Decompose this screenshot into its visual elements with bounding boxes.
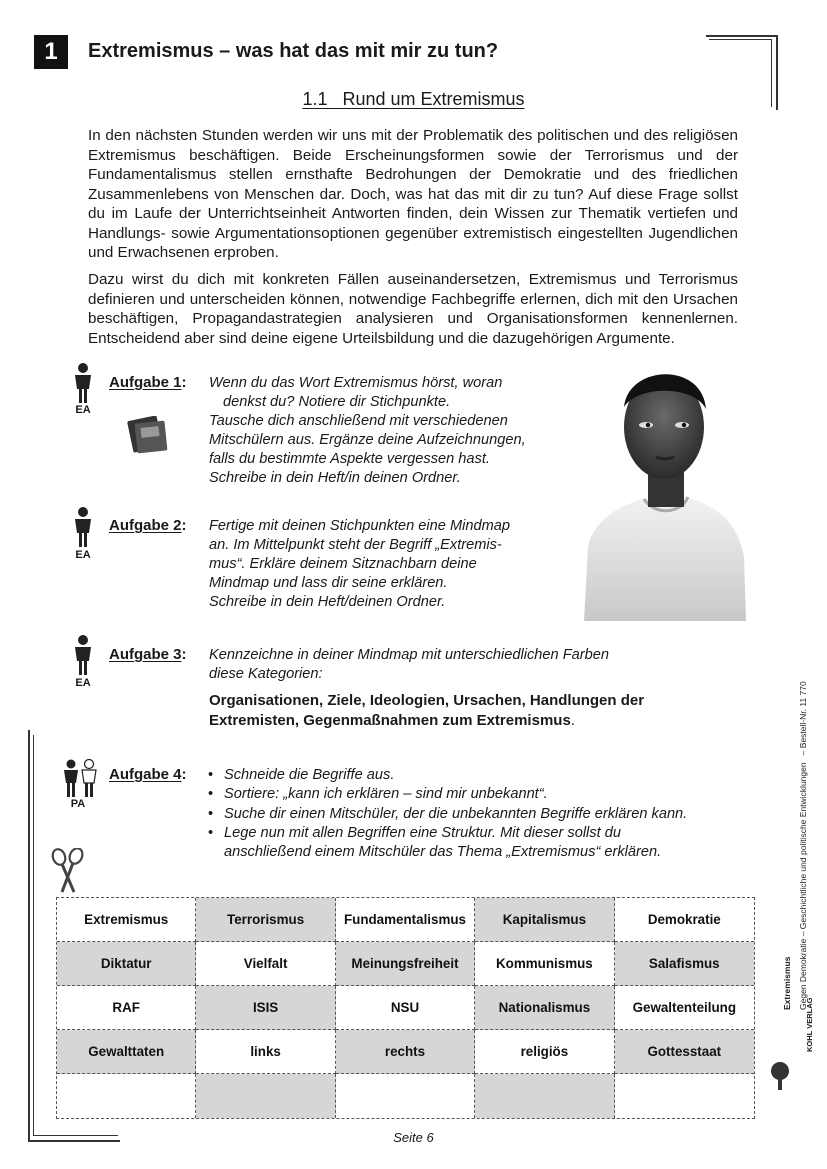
term-card: Nationalismus	[475, 986, 614, 1030]
task-1-label: Aufgabe 1:	[109, 374, 187, 391]
notebook-icon	[124, 416, 170, 454]
scissors-icon	[50, 848, 86, 894]
term-card-empty	[615, 1074, 754, 1118]
term-card: Gewaltenteilung	[615, 986, 754, 1030]
term-card: ISIS	[196, 986, 335, 1030]
term-card: Kapitalismus	[475, 898, 614, 942]
section-title: 1.1 Rund um Extremismus	[302, 89, 525, 109]
task-1-form: EA	[75, 404, 91, 416]
task-1-text: Wenn du das Wort Extremismus hörst, woran denkst du? Notiere dir Stichpunkte. Tausche dich anschließend mit verschiedenen Mitschülern aus. Ergänze deine Aufzeichnungen, falls du bestimmte Aspekte vergessen hast. Schreibe in dein Heft/in deinen Ordner.	[209, 375, 526, 486]
task-2-form: EA	[75, 549, 91, 561]
term-card: Diktatur	[57, 942, 196, 986]
list-item: • Sortiere: „kann ich erklären – sind mir unbekannt“.	[208, 785, 748, 804]
term-card: RAF	[57, 986, 196, 1030]
task-3-categories: Organisationen, Ziele, Ideologien, Ursachen, Handlungen der Extremisten, Gegenmaßnahmen zum Extremismus.	[209, 692, 645, 729]
task-3-form: EA	[75, 677, 91, 689]
term-card: Gottesstaat	[615, 1030, 754, 1074]
side-book-title: Gegen Demokratie – Geschichtliche und politische Entwicklungen – Bestell-Nr. 11 770	[798, 681, 808, 1010]
single-student-icon	[70, 361, 96, 405]
task-2-label: Aufgabe 2:	[109, 517, 187, 534]
term-card: rechts	[336, 1030, 475, 1074]
term-cards-grid	[56, 897, 755, 1119]
term-card-empty	[475, 1074, 614, 1118]
term-card-empty	[57, 1074, 196, 1118]
task-4-label: Aufgabe 4:	[109, 766, 187, 783]
list-item: • Suche dir einen Mitschüler, der die unbekannten Begriffe erklären kann.	[208, 805, 748, 824]
term-card: Terrorismus	[196, 898, 335, 942]
term-card: Salafismus	[615, 942, 754, 986]
student-portrait-photo	[584, 357, 746, 621]
section-title-wrap	[0, 89, 827, 110]
intro-paragraph-1: In den nächsten Stunden werden wir uns mit der Problematik des politischen und des religiösen Extremismus beschäftigen. Beide Erscheinungsformen sowie der Terrorismus und der Fundamentalismus stellen ernsthafte Bedrohungen der Demokratie und des friedlichen Zusammenlebens von Menschen dar. Doch, was hat das mit dir zu tun? Auf diese Frage sollst du im Laufe der Unterrichtseinheit Antworten finden, dein Wissen zur Thematik vertiefen und Handlungs- sowie Argumentationsoptionen gegenüber extremistisch eingestellten Jugendlichen und Erwachsenen erproben.	[88, 127, 738, 261]
term-card: Extremismus	[57, 898, 196, 942]
term-card: Kommunismus	[475, 942, 614, 986]
single-student-icon	[70, 505, 96, 549]
task-3-label: Aufgabe 3:	[109, 646, 187, 663]
term-card: religiös	[475, 1030, 614, 1074]
term-card: Demokratie	[615, 898, 754, 942]
term-card-empty	[196, 1074, 335, 1118]
term-card: Vielfalt	[196, 942, 335, 986]
term-card-empty	[336, 1074, 475, 1118]
pair-students-icon	[60, 758, 100, 800]
publisher-logo: KOHL VERLAG	[805, 997, 814, 1052]
intro-paragraph-2: Dazu wirst du dich mit konkreten Fällen auseinandersetzen, Extremismus und Terrorismus definieren und unterscheiden können, notwendige Fachbegriffe erlernen, dich mit den Ursachen beschäftigen, Propagandastrategien analysieren und Organisationsformen kennenlernen. Entscheidend aber sind deine eigene Urteilsbildung und die dazugehörigen Argumente.	[88, 271, 738, 347]
list-item: • Lege nun mit allen Begriffen eine Struktur. Mit dieser sollst du anschließend einem Mitschüler das Thema „Extremismus“ erklären.	[208, 824, 748, 863]
chapter-title: Extremismus – was hat das mit mir zu tun?	[88, 40, 499, 62]
term-card: Gewalttaten	[57, 1030, 196, 1074]
term-card: Meinungsfreiheit	[336, 942, 475, 986]
task-3-text: Kennzeichne in deiner Mindmap mit unterschiedlichen Farben diese Kategorien:	[209, 647, 609, 682]
task-4-form: PA	[70, 798, 86, 810]
term-card: Fundamentalismus	[336, 898, 475, 942]
term-card: links	[196, 1030, 335, 1074]
side-series-title: Extremismus	[782, 956, 792, 1010]
page-number: Seite 6	[393, 1130, 434, 1145]
task-4-steps	[208, 766, 748, 862]
list-item: • Schneide die Begriffe aus.	[208, 766, 748, 785]
chapter-number: 1	[34, 35, 68, 69]
term-card: NSU	[336, 986, 475, 1030]
single-student-icon	[70, 633, 96, 677]
tree-logo-icon	[768, 1060, 792, 1092]
task-2-text: Fertige mit deinen Stichpunkten eine Mindmap an. Im Mittelpunkt steht der Begriff „Extremis- mus“. Erkläre deinem Sitznachbarn deine Mindmap und lass dir seine erklären. Schreibe in dein Heft/deinen Ordner.	[209, 518, 510, 610]
